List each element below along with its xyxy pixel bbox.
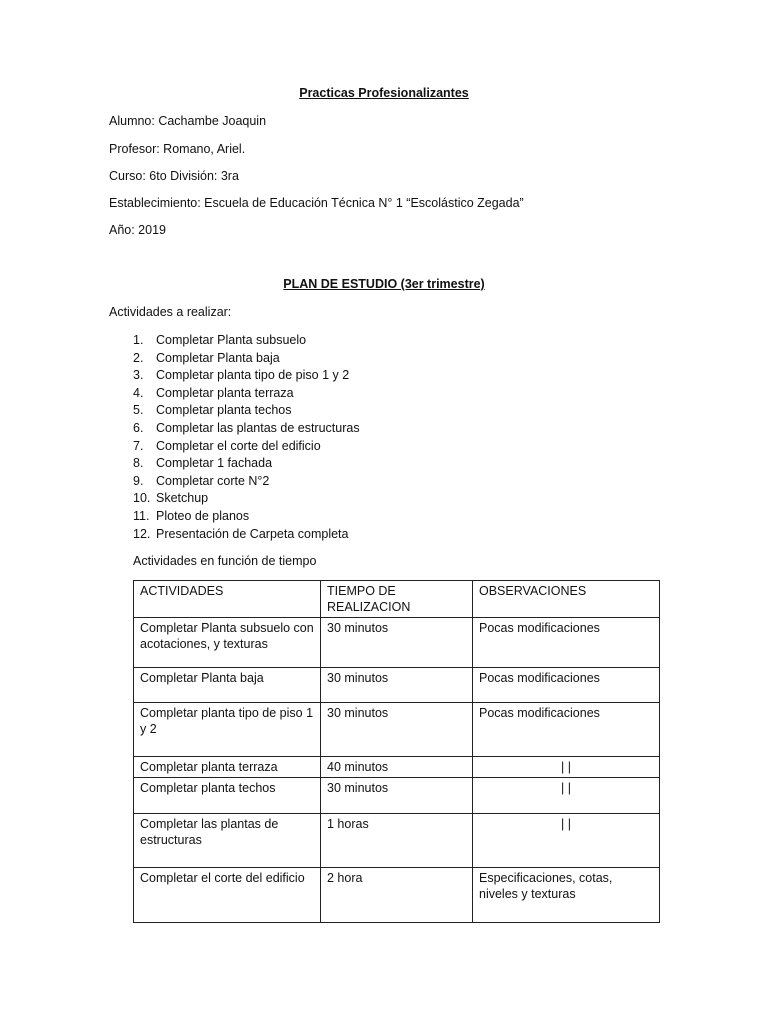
- list-item: [133, 508, 360, 526]
- list-item-number: 9.: [133, 473, 144, 488]
- list-item-text: Completar 1 fachada: [156, 456, 273, 471]
- table-cell: Pocas modificaciones: [473, 618, 660, 668]
- activities-intro: Actividades a realizar:: [109, 305, 232, 319]
- table-cell: Completar Planta baja: [134, 668, 321, 703]
- list-item-number: 4.: [133, 385, 144, 400]
- list-item-number: 7.: [133, 438, 144, 453]
- table-cell: 30 minutos: [321, 668, 473, 703]
- list-item: [133, 367, 360, 385]
- list-item-text: Sketchup: [156, 491, 209, 506]
- list-item-number: 11.: [133, 508, 150, 523]
- list-item-text: Presentación de Carpeta completa: [156, 526, 349, 541]
- list-item: [133, 473, 360, 491]
- table-cell: Completar Planta subsuelo con acotaciones, y texturas: [134, 618, 321, 668]
- table-cell: 40 minutos: [321, 757, 473, 778]
- list-item-number: 3.: [133, 368, 144, 383]
- table-cell: | |: [473, 757, 660, 778]
- table-cell: Completar planta terraza: [134, 757, 321, 778]
- list-item-text: Ploteo de planos: [156, 508, 250, 523]
- list-item-number: 8.: [133, 456, 144, 471]
- table-row: [134, 778, 660, 814]
- table-header-row: [134, 581, 660, 618]
- list-item-text: Completar el corte del edificio: [156, 438, 321, 453]
- table-cell: 30 minutos: [321, 778, 473, 814]
- teacher-line: Profesor: Romano, Ariel.: [109, 142, 246, 156]
- table-header-cell: ACTIVIDADES: [134, 581, 321, 618]
- list-item: [133, 332, 360, 350]
- list-item-text: Completar corte N°2: [156, 473, 270, 488]
- activities-list: [133, 332, 360, 543]
- table-caption: Actividades en función de tiempo: [133, 554, 317, 568]
- table-cell: 30 minutos: [321, 618, 473, 668]
- list-item: [133, 385, 360, 403]
- table-cell: 30 minutos: [321, 703, 473, 757]
- table-cell: 1 horas: [321, 814, 473, 868]
- table-cell: Pocas modificaciones: [473, 703, 660, 757]
- table-row: [134, 668, 660, 703]
- list-item-number: 12.: [133, 526, 151, 541]
- list-item-text: Completar planta techos: [156, 403, 292, 418]
- activities-time-table: [133, 580, 660, 923]
- table-cell: Completar planta tipo de piso 1 y 2: [134, 703, 321, 757]
- list-item-number: 6.: [133, 420, 144, 435]
- list-item-text: Completar Planta subsuelo: [156, 333, 307, 347]
- table-row: [134, 618, 660, 668]
- list-item: [133, 350, 360, 368]
- list-item-number: 10.: [133, 491, 151, 506]
- table-cell: Especificaciones, cotas, niveles y texturas: [473, 868, 660, 923]
- table-cell: Pocas modificaciones: [473, 668, 660, 703]
- list-item: [133, 402, 360, 420]
- table-header-cell: TIEMPO DE REALIZACION: [321, 581, 473, 618]
- plan-title: PLAN DE ESTUDIO (3er trimestre): [283, 277, 485, 291]
- table-cell: Completar el corte del edificio: [134, 868, 321, 923]
- course-line: Curso: 6to División: 3ra: [109, 169, 239, 183]
- list-item: [133, 526, 360, 544]
- list-item-text: Completar planta tipo de piso 1 y 2: [156, 368, 350, 383]
- table-cell: Completar las plantas de estructuras: [134, 814, 321, 868]
- list-item-number: 2.: [133, 350, 144, 365]
- table-row: [134, 757, 660, 778]
- year-line: Año: 2019: [109, 223, 166, 237]
- list-item: [133, 455, 360, 473]
- document-title: Practicas Profesionalizantes: [299, 86, 469, 100]
- list-item-number: 1.: [133, 333, 144, 347]
- list-item: [133, 420, 360, 438]
- list-item-text: Completar Planta baja: [156, 350, 280, 365]
- table-cell: 2 hora: [321, 868, 473, 923]
- table-cell: | |: [473, 814, 660, 868]
- table-row: [134, 703, 660, 757]
- table-cell: Completar planta techos: [134, 778, 321, 814]
- table-cell: | |: [473, 778, 660, 814]
- student-line: Alumno: Cachambe Joaquin: [109, 114, 267, 128]
- list-item-text: Completar las plantas de estructuras: [156, 420, 360, 435]
- table-row: [134, 868, 660, 923]
- table-header-cell: OBSERVACIONES: [473, 581, 660, 618]
- table-row: [134, 814, 660, 868]
- list-item-text: Completar planta terraza: [156, 385, 294, 400]
- list-item-number: 5.: [133, 403, 144, 418]
- list-item: [133, 490, 360, 508]
- list-item: [133, 438, 360, 456]
- school-line: Establecimiento: Escuela de Educación Técnica N° 1 “Escolástico Zegada”: [109, 196, 524, 210]
